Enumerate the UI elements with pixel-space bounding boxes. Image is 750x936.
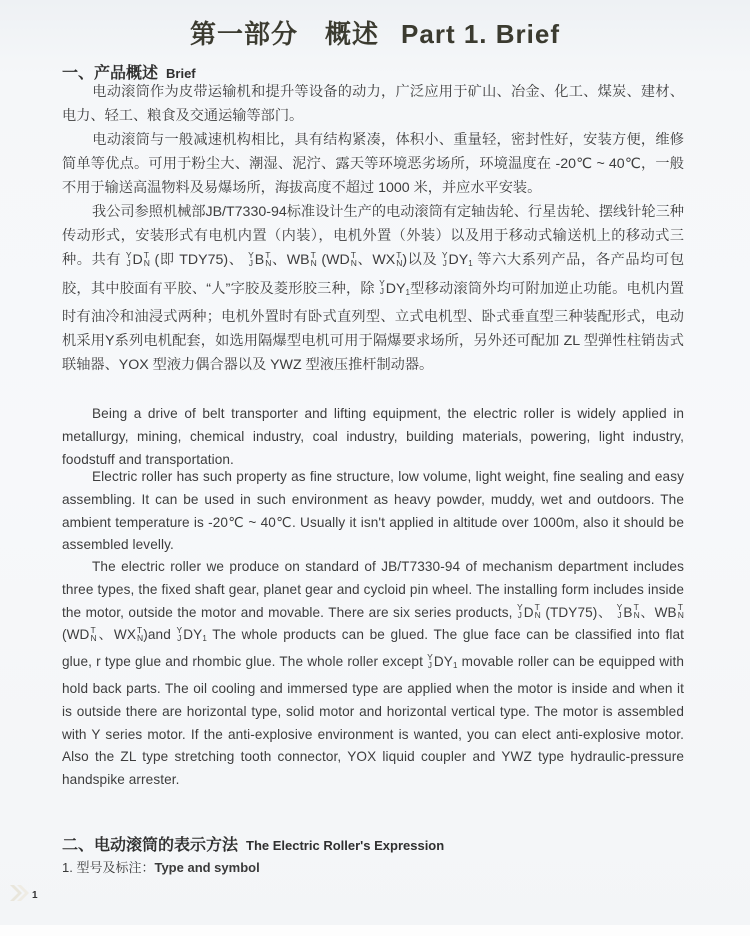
section-heading-2 [62, 832, 444, 855]
symbol-subscript: 1 [452, 661, 458, 671]
cn-p3-text-d: (WD [321, 252, 350, 269]
subsection-heading-1-cn: 1. 型号及标注： [62, 860, 155, 875]
symbol-prefix: Y J [616, 602, 623, 620]
en-p3-text-c: 、WB [639, 604, 677, 620]
cn-paragraph-2-text: 电动滚筒与一般减速机构相比，具有结构紧凑，体积小、重量轻，密封性好，安装方便，维修简单等优点。可用于粉尘大、潮湿、泥泞、露天等环境恶劣场所，环境温度在 -20℃ ~ 40℃，一般不用于输送高温物料及易爆场所，海拔高度不超过 1000 米，并应水平安装。 [62, 132, 684, 197]
page-number: 1 [32, 890, 38, 901]
cn-paragraph-1 [62, 80, 684, 128]
symbol-letter: D [523, 604, 534, 620]
page-bottom-edge [0, 925, 750, 936]
symbol-letter: DY [385, 280, 406, 297]
en-p3-text-g: The whole products can be glued. The glue face can be classified into flat glue, r type glue and rhombic glue. The whole roller except [62, 627, 684, 670]
symbol-letter: DY [433, 654, 453, 670]
page-title-cn: 第一部分 概述 [190, 19, 380, 49]
cn-p3-text-g: 等六大系列产品，各产品均可包胶，其中胶面有平胶、“人”字胶及菱形胶三种，除 [62, 252, 685, 297]
cn-p3-text-e: 、WX [356, 252, 396, 269]
symbol-suffix: T N [265, 249, 272, 268]
symbol-letter: B [623, 604, 633, 620]
symbol-prefix: Y J [176, 624, 183, 643]
en-paragraph-1-text: Being a drive of belt transporter and lifting equipment, the electric roller is widely applied in metallurgy, mining, chemical industry, coal industry, building materials, powering, light industry, foodstuff and transportation. [62, 406, 684, 467]
symbol-subscript: 1 [202, 634, 207, 644]
cn-p3-text-b: (即 TDY75)、 [154, 252, 244, 269]
cn-paragraph-1-text: 电动滚筒作为皮带运输机和提升等设备的动力，广泛应用于矿山、冶金、化工、煤炭、建材、电力、轻工、粮食及交通运输等部门。 [62, 84, 684, 125]
en-paragraph-1 [62, 403, 684, 471]
cn-paragraph-2 [62, 128, 684, 201]
symbol-prefix: Y J [441, 249, 448, 268]
symbol-subscript: 1 [405, 287, 410, 297]
en-paragraph-2-text: Electric roller has such property as fine structure, low volume, light weight, fine sealing and easy assembling. It can be used in such environment as heavy powder, muddy, wet and outdoors. The ambient temperature is -20℃ ~ 40℃. Usually it isn't applied in altitude over 1000m, also it should be assembled levelly. [62, 469, 684, 553]
section-heading-2-en: The Electric Roller's Expression [246, 838, 445, 853]
symbol-suffix: T N [677, 602, 684, 620]
en-p3-text-d: (WD [62, 627, 90, 643]
cn-p3-text-c: 、WB [271, 252, 310, 269]
page-title-en: Part 1. Brief [401, 19, 560, 49]
symbol-prefix: Y J [427, 651, 433, 670]
en-p3-text-h: movable roller can be equipped with hold back parts. The oil cooling and immersed type are applied when the motor is inside and when it is outside there are horizontal type, solid motor and horizontal vertical type. The motor is assembled with Y series motor. If the anti-explosive environment is wanted, you can elect anti-explosive motor. Also the ZL type stretching tooth connector, YOX liquid coupler and YWZ type hydraulic-pressure handspike arrester. [62, 654, 684, 788]
cn-paragraph-3 [62, 200, 684, 377]
symbol-subscript: 1 [468, 259, 473, 269]
symbol-suffix: T N [633, 602, 640, 620]
symbol-suffix: T N [90, 624, 97, 643]
symbol-suffix: T N [350, 249, 357, 268]
double-chevron-right-icon [8, 882, 32, 904]
symbol-prefix: Y J [248, 249, 254, 268]
en-paragraph-3 [62, 556, 684, 792]
symbol-suffix: T N [310, 249, 317, 268]
section-heading-1-cn: 一、产品概述 [62, 65, 159, 82]
page-title [0, 14, 750, 51]
section-heading-2-cn: 二、电动滚筒的表示方法 [62, 837, 239, 854]
symbol-suffix: T N [143, 249, 150, 268]
en-p3-text-e: 、WX [96, 627, 136, 643]
symbol-letter: B [254, 252, 265, 269]
symbol-suffix: T N [137, 624, 144, 643]
symbol-letter: D [132, 252, 143, 269]
symbol-letter: DY [183, 627, 203, 643]
symbol-letter: DY [448, 252, 469, 269]
cn-p3-text-h: 型移动滚筒外均可附加逆止功能。电机内置时有油冷和油浸式两种；电机外置时有卧式直列型、立式电机型、卧式垂直型三种装配形式，电动机采用Y系列电机配套，如选用隔爆型电机可用于隔爆要求场所，另外还可配加 ZL 型弹性柱销齿式联轴器、YOX 型液力偶合器以及 YWZ 型液压推杆制动器。 [62, 280, 684, 374]
subsection-heading-1-en: Type and symbol [154, 860, 260, 875]
symbol-suffix: T N [534, 602, 541, 620]
cn-p3-text-f: )以及 [402, 252, 438, 269]
en-p3-text-f: )and [143, 627, 171, 643]
cn-p3-text-a: 我公司参照机械部JB/T7330-94标准设计生产的电动滚筒有定轴齿轮、行星齿轮、摆线针轮三种传动形式，安装形式有电机内置（内装），电机外置（外装）以及用于移动式输送机上的移动式三种。共有 [62, 204, 684, 269]
subsection-heading-1 [62, 857, 260, 876]
en-p3-text-a: The electric roller we produce on standard of JB/T7330-94 of mechanism department includes three types, the fixed shaft gear, planet gear and cycloid pin wheel. The installing form includes inside the motor, outside the motor and movable. There are six series products, [62, 559, 684, 620]
en-paragraph-2 [62, 466, 684, 557]
en-p3-text-b: (TDY75)、 [545, 604, 613, 620]
symbol-prefix: Y J [516, 602, 523, 620]
section-heading-1-en: Brief [166, 66, 196, 81]
symbol-prefix: Y J [379, 277, 385, 296]
symbol-suffix: T N [396, 249, 403, 268]
symbol-prefix: Y J [125, 249, 132, 268]
